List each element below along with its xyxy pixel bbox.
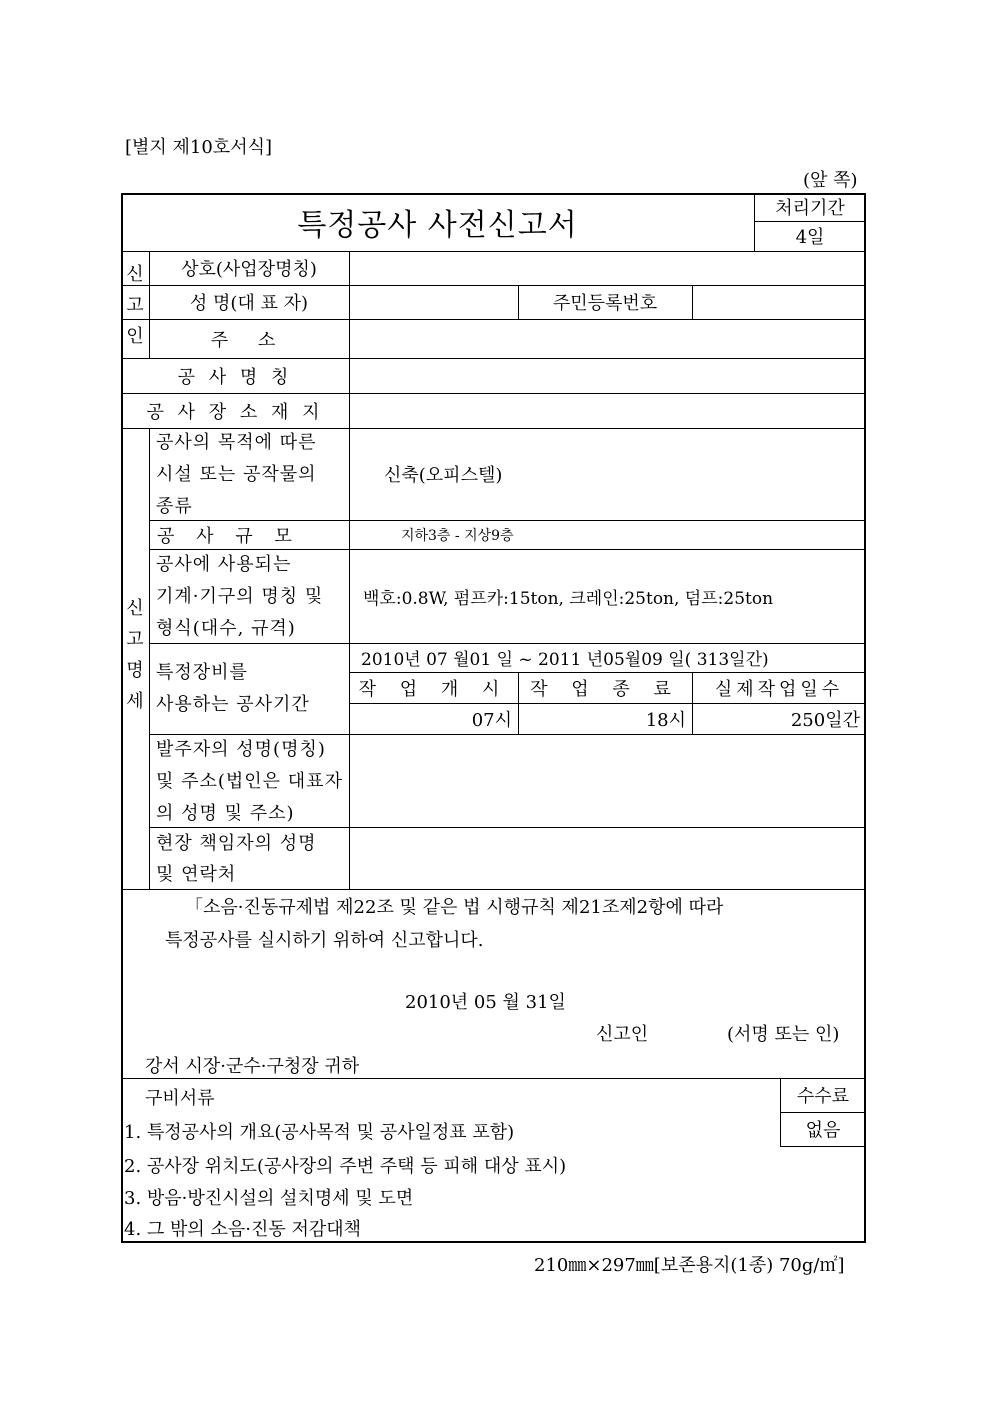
reporter-section-label: 신 고 인 bbox=[126, 263, 144, 347]
address-field[interactable] bbox=[349, 319, 866, 358]
work-start-label: 작 업 개 시 bbox=[358, 678, 509, 700]
address-label: 주 소 bbox=[210, 329, 288, 351]
period-value[interactable]: 2010년 07 월01 일 ~ 2011 년05월09 일( 313일간) bbox=[361, 650, 769, 670]
representative-name-label: 성 명(대 표 자) bbox=[189, 293, 309, 314]
period-label: 특정장비를 사용하는 공사기간 bbox=[156, 662, 310, 715]
company-name-field[interactable] bbox=[349, 251, 866, 285]
document-item: 3. 방음·방진시설의 설치명세 및 도면 bbox=[124, 1188, 414, 1209]
construction-site-label: 공 사 장 소 재 지 bbox=[146, 401, 324, 423]
company-name-label: 상호(사업장명칭) bbox=[181, 259, 317, 280]
page-side-label: (앞 쪽) bbox=[803, 170, 858, 191]
client-label: 발주자의 성명(명칭) 및 주소(법인은 대표자 의 성명 및 주소) bbox=[156, 739, 343, 824]
work-end-label: 작 업 종 료 bbox=[530, 678, 680, 700]
purpose-value[interactable]: 신축(오피스텔) bbox=[384, 465, 503, 486]
work-days-label: 실제작업일수 bbox=[714, 678, 844, 700]
construction-site-field[interactable] bbox=[349, 393, 866, 428]
document-item: 1. 특정공사의 개요(공사목적 및 공사일정표 포함) bbox=[124, 1122, 515, 1143]
work-days-value[interactable]: 250일간 bbox=[790, 709, 860, 731]
form-title: 특정공사 사전신고서 bbox=[297, 208, 578, 243]
declaration-date[interactable]: 2010년 05 월 31일 bbox=[405, 992, 566, 1013]
site-manager-label: 현장 책임자의 성명 및 연락처 bbox=[156, 833, 317, 885]
construction-name-field[interactable] bbox=[349, 358, 866, 393]
resident-number-label: 주민등록번호 bbox=[552, 293, 658, 314]
details-section-label: 신 고 명 세 bbox=[126, 598, 144, 712]
scale-label: 공 사 규 모 bbox=[157, 525, 300, 547]
client-field[interactable] bbox=[349, 734, 866, 827]
form-number-label: [별지 제10호서식] bbox=[125, 137, 272, 158]
site-manager-field[interactable] bbox=[349, 827, 866, 889]
scale-value[interactable]: 지하3층 - 지상9층 bbox=[401, 527, 514, 544]
addressee: 강서 시장·군수·구청장 귀하 bbox=[145, 1056, 360, 1077]
fee-value: 없음 bbox=[805, 1120, 841, 1141]
declaration-line-2: 특정공사를 실시하기 위하여 신고합니다. bbox=[165, 930, 484, 951]
processing-period-value: 4일 bbox=[795, 227, 825, 248]
representative-name-field[interactable] bbox=[349, 285, 518, 319]
purpose-label: 공사의 목적에 따른 시설 또는 공작물의 종류 bbox=[156, 432, 317, 517]
fee-label: 수수료 bbox=[796, 1086, 850, 1107]
resident-number-field[interactable] bbox=[692, 285, 866, 319]
reporter-label: 신고인 bbox=[596, 1024, 649, 1045]
document-item: 4. 그 밖의 소음·진동 저감대책 bbox=[124, 1219, 362, 1240]
construction-name-label: 공 사 명 칭 bbox=[177, 366, 293, 388]
paper-spec: 210㎜×297㎜[보존용지(1종) 70g/㎡] bbox=[534, 1255, 845, 1276]
processing-period-label: 처리기간 bbox=[775, 198, 845, 219]
work-end-value[interactable]: 18시 bbox=[645, 709, 686, 731]
declaration-line-1: 「소음·진동규제법 제22조 및 같은 법 시행규칙 제21조제2항에 따라 bbox=[185, 897, 724, 918]
document-item: 2. 공사장 위치도(공사장의 주변 주택 등 피해 대상 표시) bbox=[124, 1156, 567, 1177]
machines-value[interactable]: 백호:0.8W, 펌프카:15ton, 크레인:25ton, 덤프:25ton bbox=[363, 588, 774, 609]
work-start-value[interactable]: 07시 bbox=[471, 709, 512, 731]
documents-header: 구비서류 bbox=[145, 1088, 215, 1109]
signature-label[interactable]: (서명 또는 인) bbox=[727, 1024, 840, 1045]
machines-label: 공사에 사용되는 기계·기구의 명칭 및 형식(대수, 규격) bbox=[156, 554, 324, 639]
